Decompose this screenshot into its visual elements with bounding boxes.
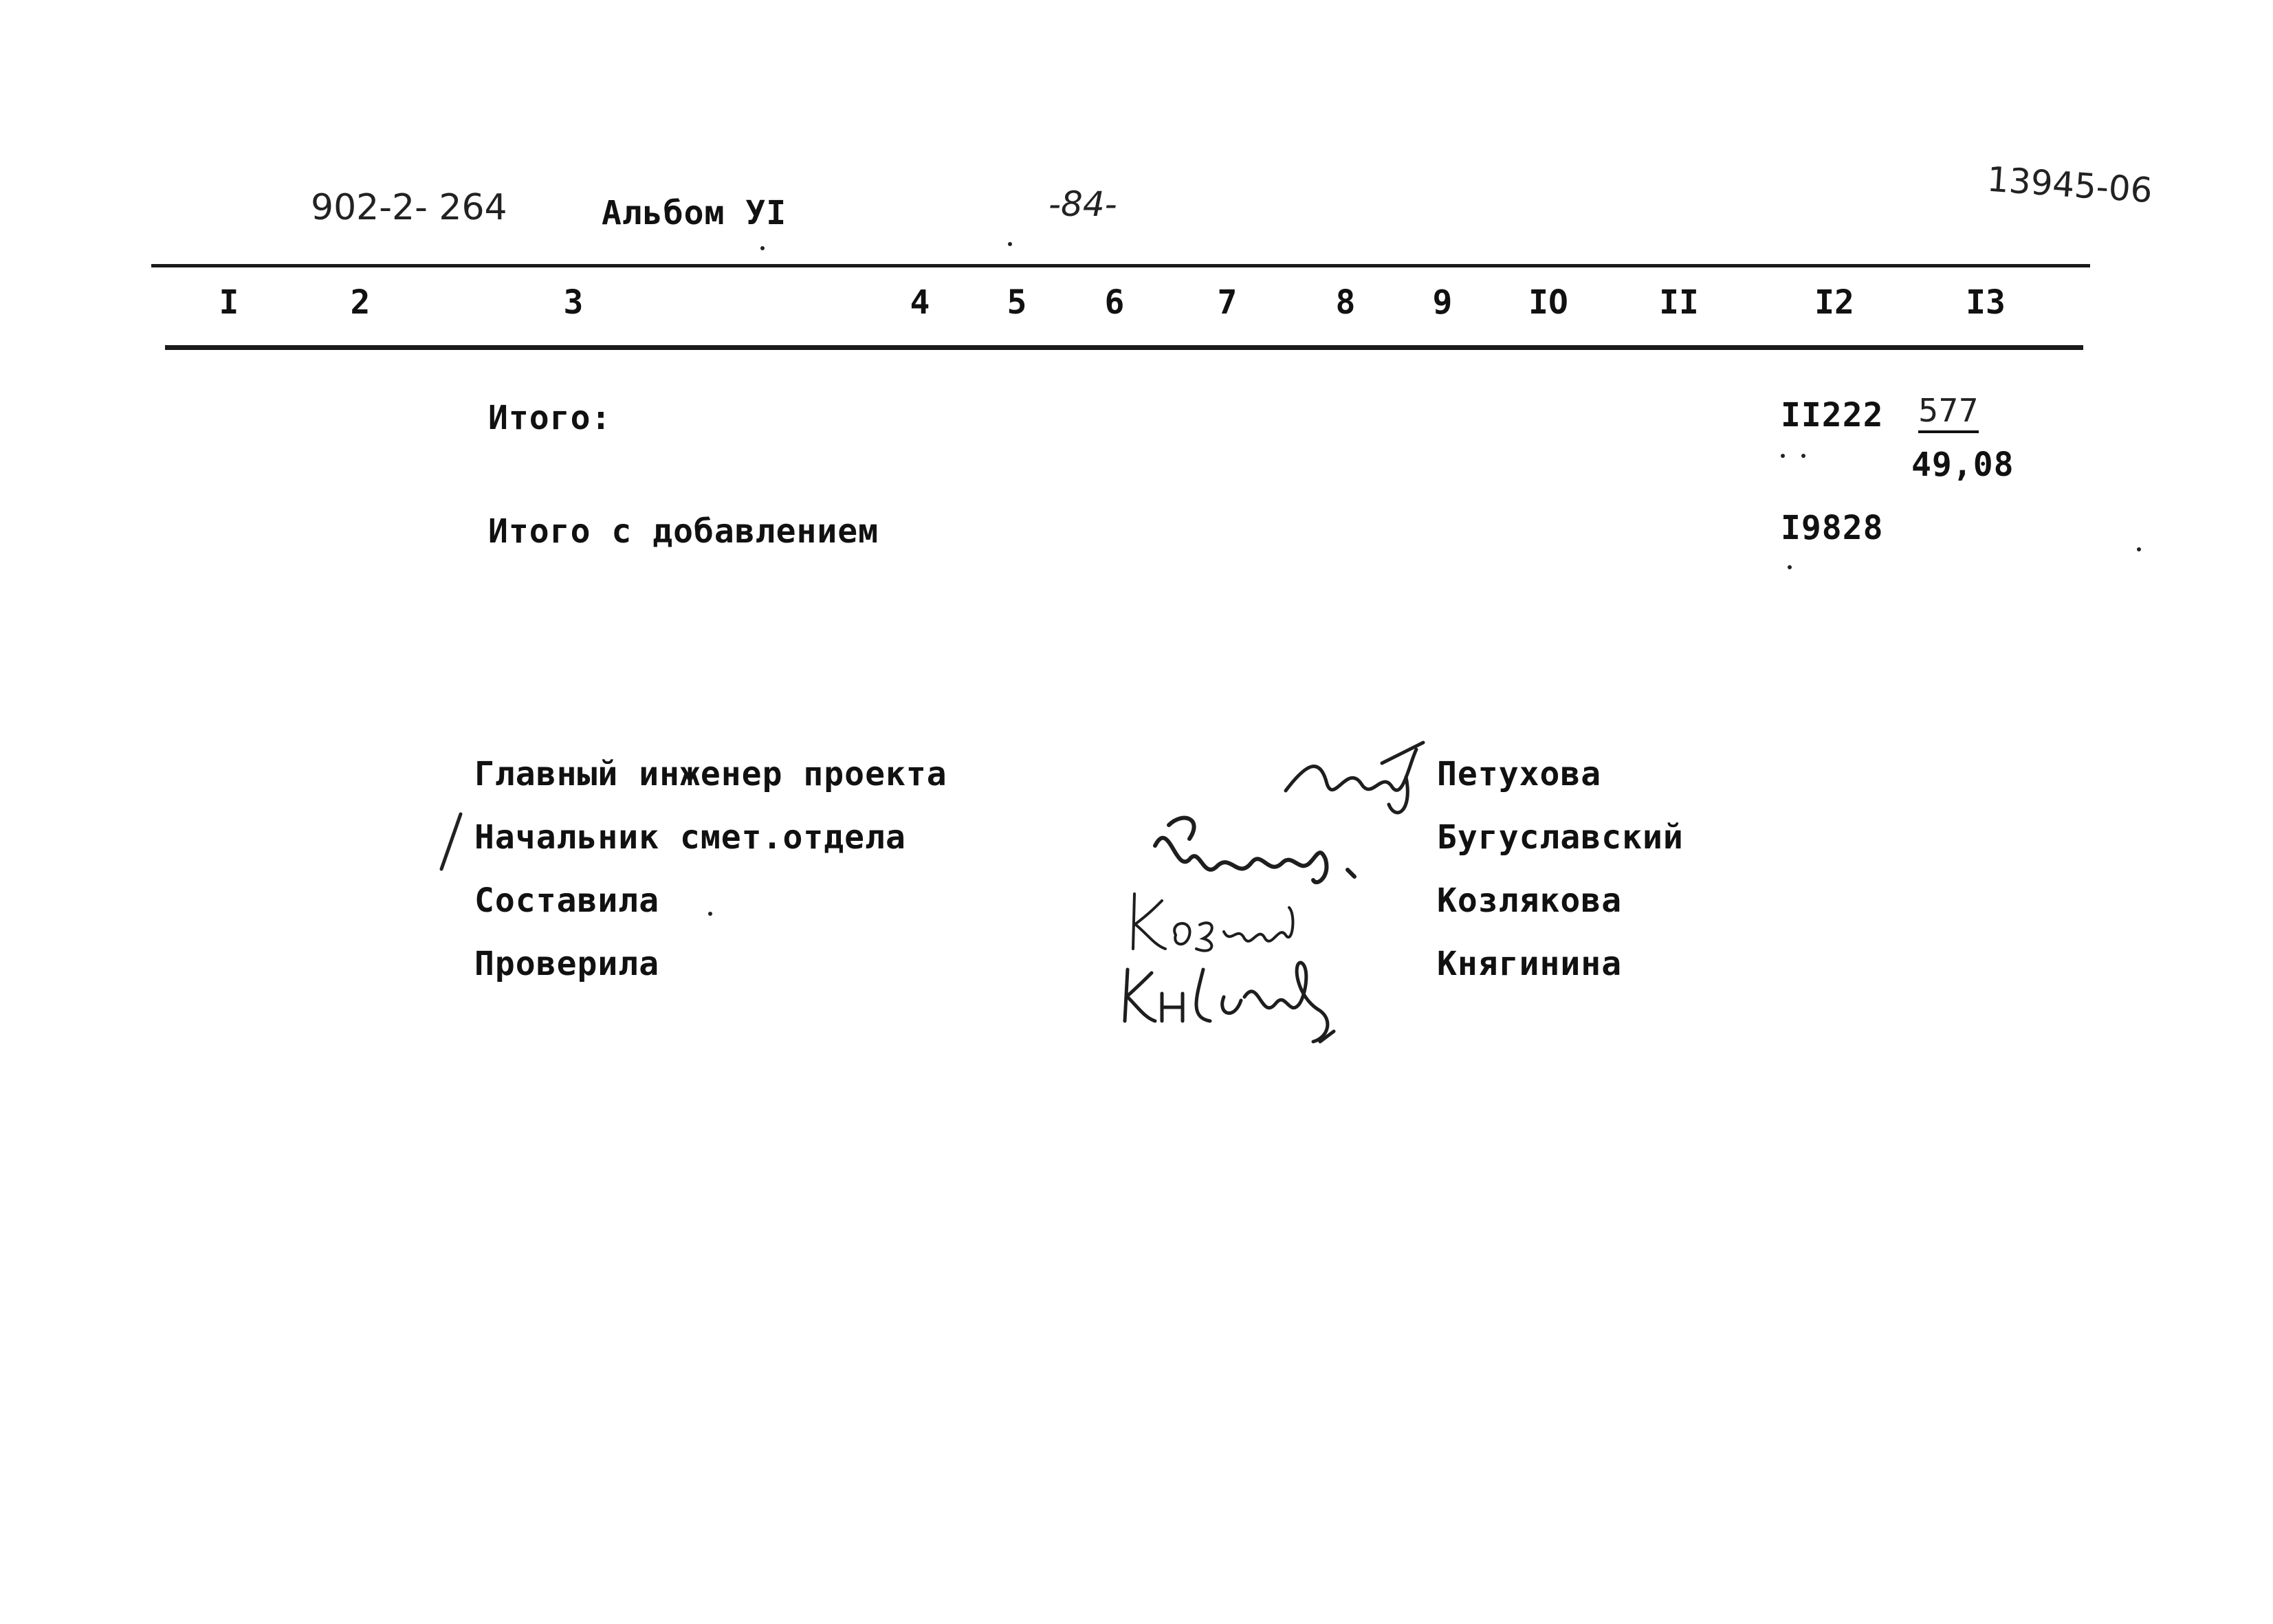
signature-compiled-by	[1128, 887, 1306, 956]
name-head-estimates: Бугуславский	[1437, 818, 1684, 857]
name-compiled-by: Козлякова	[1437, 881, 1623, 920]
column-number: 4	[910, 283, 930, 322]
total-with-additions-label: Итого с добавлением	[488, 512, 879, 551]
slash-mark	[437, 811, 465, 873]
column-number: II	[1659, 283, 1699, 322]
inventory-stamp: 13945-06	[1986, 159, 2154, 211]
role-checked-by: Проверила	[474, 945, 660, 983]
column-number: I	[219, 283, 239, 322]
column-number: 2	[350, 283, 371, 322]
column-number: I3	[1966, 283, 2006, 322]
stray-mark	[1788, 565, 1792, 569]
stray-mark	[708, 912, 712, 916]
column-number: I2	[1814, 283, 1854, 322]
total-col12-value: II222	[1781, 396, 1884, 435]
album-title: Альбом УI	[602, 194, 787, 232]
role-head-estimates: Начальник смет.отдела	[474, 818, 906, 857]
table-top-rule	[151, 264, 2090, 267]
column-number: 8	[1335, 283, 1356, 322]
total-with-additions-value: I9828	[1781, 509, 1884, 547]
column-number: 6	[1104, 283, 1125, 322]
stray-mark	[1801, 454, 1805, 458]
name-checked-by: Княгинина	[1437, 945, 1623, 983]
total-col13-bottom-value: 49,08	[1911, 446, 2014, 484]
column-number: 3	[563, 283, 584, 322]
page-number: -84-	[1048, 184, 1117, 224]
stray-mark	[1008, 242, 1012, 246]
role-compiled-by: Составила	[474, 881, 660, 920]
column-number: 7	[1217, 283, 1238, 322]
stray-mark	[760, 246, 765, 250]
total-label: Итого:	[488, 399, 612, 437]
role-chief-engineer: Главный инженер проекта	[474, 755, 947, 793]
column-number: 9	[1432, 283, 1453, 322]
column-number: IO	[1528, 283, 1568, 322]
stray-mark	[2137, 547, 2141, 551]
column-number: 5	[1007, 283, 1027, 322]
name-chief-engineer: Петухова	[1437, 755, 1602, 793]
total-col13-top-value: 577	[1918, 392, 1979, 433]
document-code: 902-2- 264	[311, 187, 507, 228]
table-bottom-rule	[165, 345, 2083, 350]
signature-checked-by	[1121, 956, 1382, 1045]
stray-mark	[1781, 454, 1785, 458]
